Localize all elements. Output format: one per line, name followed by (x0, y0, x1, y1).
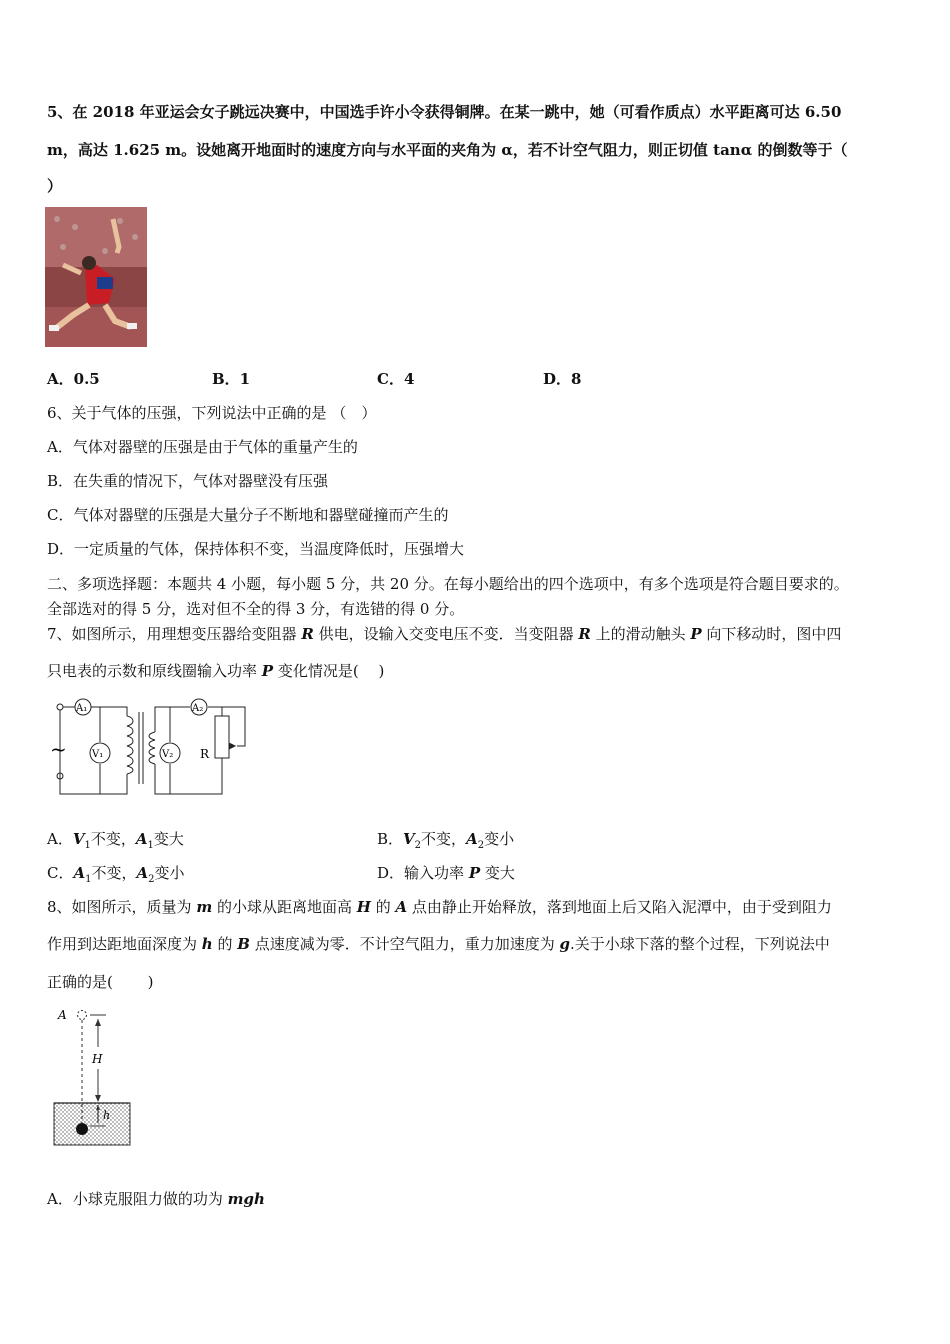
q5-stem-line1: 5、在 2018 年亚运会女子跳远决赛中，中国选手许小令获得铜牌。在某一跳中，她（可看作质点）水平距离可达 6.50 (47, 103, 842, 121)
transformer-circuit-diagram (47, 694, 257, 798)
ammeter-a1-label: A₁ (76, 703, 88, 714)
q8-stem-line2: 作用到达距地面深度为 h 的 B 点速度减为零．不计空气阻力，重力加速度为 g.关于小球下落的整个过程，下列说法中 (47, 935, 830, 953)
q5-option-a[interactable]: A．0.5 (47, 370, 100, 388)
voltmeter-v2-label: V₂ (162, 749, 174, 760)
long-jump-photo (45, 207, 147, 347)
depth-h-label: h (103, 1109, 111, 1122)
q6-option-c[interactable]: C．气体对器壁的压强是大量分子不断地和器壁碰撞而产生的 (47, 506, 449, 524)
q7-option-b[interactable]: B．$V_2$不变，$A_2$变小 (377, 830, 515, 851)
q7-option-a[interactable]: A．$V_1$不变，$A_1$变大 (47, 830, 184, 851)
q6-option-b[interactable]: B．在失重的情况下，气体对器壁没有压强 (47, 472, 329, 490)
q5-stem-line2: m，高达 1.625 m。设她离开地面时的速度方向与水平面的夹角为 α，若不计空气阻力，则正切值 tanα 的倒数等于（ (47, 141, 848, 159)
q7-option-c[interactable]: C．$A_1$不变，$A_2$变小 (47, 864, 185, 885)
q5-option-c[interactable]: C．4 (377, 370, 415, 388)
q8-stem-line3: 正确的是( ) (47, 973, 154, 991)
q6-stem: 6、关于气体的压强，下列说法中正确的是 （ ） (47, 404, 377, 422)
q5-stem-line3: ） (47, 177, 63, 195)
falling-ball-diagram (52, 1005, 134, 1149)
q6-option-a[interactable]: A．气体对器壁的压强是由于气体的重量产生的 (47, 438, 358, 456)
q7-option-d[interactable]: D．输入功率 P 变大 (377, 864, 515, 882)
q8-option-a[interactable]: A．小球克服阻力做的功为 mgh (47, 1190, 265, 1208)
q8-stem-line1: 8、如图所示，质量为 m 的小球从距离地面高 H 的 A 点由静止开始释放，落到地面上后又陷入泥潭中，由于受到阻力 (47, 898, 832, 916)
q5-option-d[interactable]: D．8 (543, 370, 582, 388)
point-a-label: A (58, 1008, 67, 1022)
voltmeter-v1-label: V₁ (92, 749, 104, 760)
ac-source-symbol: ~ (50, 737, 67, 761)
q6-option-d[interactable]: D．一定质量的气体，保持体积不变，当温度降低时，压强增大 (47, 540, 465, 558)
section2-instructions-line2: 全部选对的得 5 分，选对但不全的得 3 分，有选错的得 0 分。 (47, 600, 465, 618)
ammeter-a2-label: A₂ (192, 703, 204, 714)
resistor-label: R (200, 747, 210, 761)
q7-stem-line2: 只电表的示数和原线圈输入功率 P 变化情况是( ) (47, 662, 385, 680)
section2-instructions-line1: 二、多项选择题：本题共 4 小题，每小题 5 分，共 20 分。在每小题给出的四个选项中，有多个选项是符合题目要求的。 (47, 575, 849, 593)
q5-option-b[interactable]: B．1 (212, 370, 251, 388)
height-h-label: H (92, 1052, 103, 1066)
q7-stem-line1: 7、如图所示，用理想变压器给变阻器 R 供电，设输入交变电压不变．当变阻器 R 上的滑动触头 P 向下移动时，图中四 (47, 625, 842, 643)
